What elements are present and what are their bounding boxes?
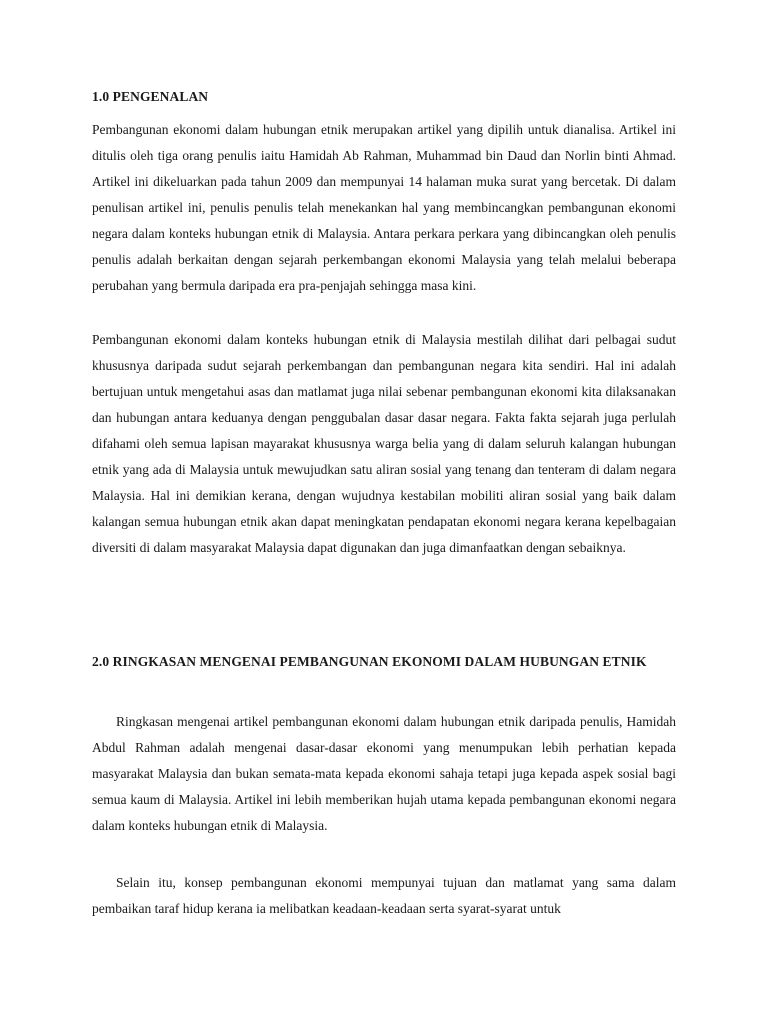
paragraph-pengenalan-2: Pembangunan ekonomi dalam konteks hubungan etnik di Malaysia mestilah dilihat dari pelbagai sudut khususnya daripada sudut sejarah perkembangan dan pembangunan negara kita sendiri. Hal ini adalah bertujuan untuk mengetahui asas dan matlamat juga nilai sebenar pembangunan ekonomi kita dilaksanakan dan hubungan antara keduanya dengan penggubalan dasar dasar negara. Fakta fakta sejarah juga perlulah difahami oleh semua lapisan mayarakat khususnya warga belia yang di dalam seluruh kalangan hubungan etnik yang ada di Malaysia untuk mewujudkan satu aliran sosial yang tenang dan tenteram di dalam negara Malaysia. Hal ini demikian kerana, dengan wujudnya kestabilan mobiliti aliran sosial yang baik dalam kalangan semua hubungan etnik akan dapat meningkatan pendapatan ekonomi negara kerana kepelbagaian diversiti di dalam masyarakat Malaysia dapat digunakan dan juga dimanfaatkan dengan sebaiknya. — [92, 332, 676, 555]
section-heading-ringkasan: 2.0 RINGKASAN MENGENAI PEMBANGUNAN EKONOMI DALAM HUBUNGAN ETNIK — [92, 654, 647, 669]
paragraph-pengenalan-1: Pembangunan ekonomi dalam hubungan etnik merupakan artikel yang dipilih untuk dianalisa. Artikel ini ditulis oleh tiga orang penulis iaitu Hamidah Ab Rahman, Muhammad bin Daud dan Norlin binti Ahmad. Artikel ini dikeluarkan pada tahun 2009 dan mempunyai 14 halaman muka surat yang bercetak. Di dalam penulisan artikel ini, penulis penulis telah menekankan hal yang membincangkan pembangunan ekonomi negara dalam konteks hubungan etnik di Malaysia. Antara perkara perkara yang dibincangkan oleh penulis penulis adalah berkaitan dengan sejarah perkembangan ekonomi Malaysia yang telah melalui beberapa perubahan yang bermula daripada era pra-penjajah sehingga masa kini. — [92, 122, 676, 293]
section-heading-pengenalan: 1.0 PENGENALAN — [92, 89, 209, 104]
paragraph-ringkasan-2: Selain itu, konsep pembangunan ekonomi mempunyai tujuan dan matlamat yang sama dalam pembaikan taraf hidup kerana ia melibatkan keadaan-keadaan serta syarat-syarat untuk — [92, 875, 676, 916]
paragraph-ringkasan-1: Ringkasan mengenai artikel pembangunan ekonomi dalam hubungan etnik daripada penulis, Hamidah Abdul Rahman adalah mengenai dasar-dasar ekonomi yang menumpukan lebih perhatian kepada masyarakat Malaysia dan bukan semata-mata kepada ekonomi sahaja tetapi juga kepada aspek sosial bagi semua kaum di Malaysia. Artikel ini lebih memberikan hujah utama kepada pembangunan ekonomi negara dalam konteks hubungan etnik di Malaysia. — [92, 714, 676, 833]
